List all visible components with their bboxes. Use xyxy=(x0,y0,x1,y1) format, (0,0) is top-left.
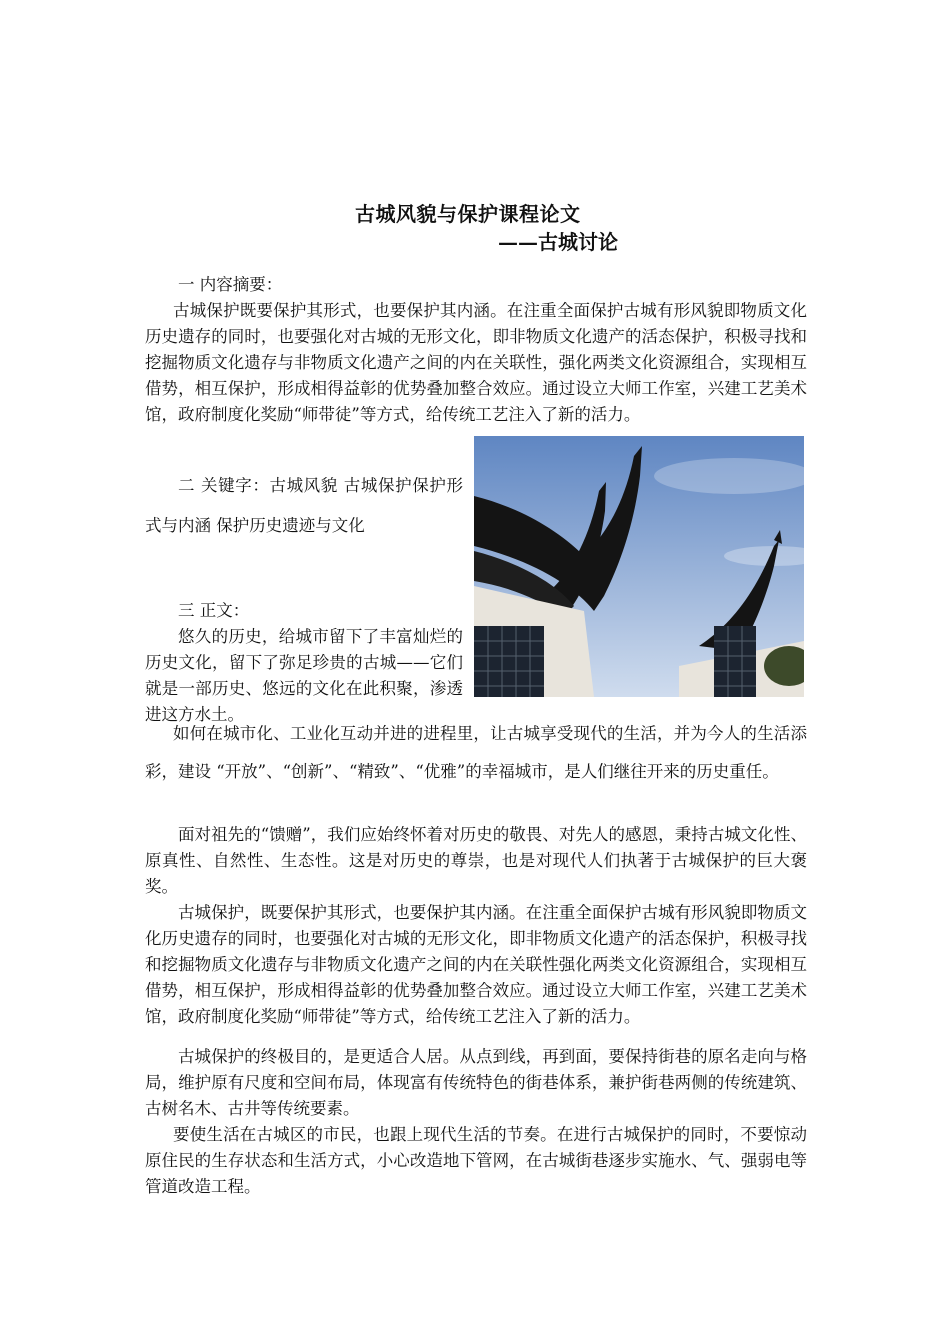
paragraph-6: 要使生活在古城区的市民，也跟上现代生活的节奏。在进行古城保护的同时，不要惊动原住民的生存状态和生活方式，小心改造地下管网，在古城街巷逐步实施水、气、强弱电等管道改造工程。 xyxy=(145,1125,807,1196)
ancient-roof-photo xyxy=(474,436,804,697)
paragraph-1: 悠久的历史，给城市留下了丰富灿烂的历史文化，留下了弥足珍贵的古城——它们就是一部历史、悠远的文化在此积聚，渗透进这方水土。 xyxy=(145,627,463,724)
paragraph-3: 面对祖先的“馈赠”，我们应始终怀着对历史的敬畏、对先人的感恩，秉持古城文化性、原真性、自然性、生态性。这是对历史的尊崇，也是对现代人们执著于古城保护的巨大褒奖。 xyxy=(145,825,807,896)
doc-title: 古城风貌与保护课程论文 xyxy=(355,202,581,226)
abstract-heading: 一 内容摘要： xyxy=(178,275,283,294)
paragraph-4: 古城保护，既要保护其形式，也要保护其内涵。在注重全面保护古城有形风貌即物质文化历史遗存的同时，也要强化对古城的无形文化，即非物质文化遗产的活态保护，积极寻找和挖掘物质文化遗存与非物质文化遗产之间的内在关联性强化两类文化资源组合，实现相互借势，相互保护，形成相得益彰的优势叠加整合效应。通过设立大师工作室，兴建工艺美术馆，政府制度化奖励“师带徒”等方式，给传统工艺注入了新的活力。 xyxy=(145,903,807,1026)
keywords: 二 关键字：古城风貌 古城保护保护形式与内涵 保护历史遗迹与文化 xyxy=(145,476,463,535)
abstract-body: 古城保护既要保护其形式，也要保护其内涵。在注重全面保护古城有形风貌即物质文化历史遗存的同时，也要强化对古城的无形文化，即非物质文化遗产的活态保护，积极寻找和挖掘物质文化遗存与非物质文化遗产之间的内在关联性，强化两类文化资源组合，实现相互借势，相互保护，形成相得益彰的优势叠加整合效应。通过设立大师工作室，兴建工艺美术馆，政府制度化奖励“师带徒”等方式，给传统工艺注入了新的活力。 xyxy=(145,301,807,424)
paragraph-5: 古城保护的终极目的，是更适合人居。从点到线，再到面，要保持街巷的原名走向与格局，维护原有尺度和空间布局，体现富有传统特色的街巷体系，兼护街巷两侧的传统建筑、古树名木、古井等传统要素。 xyxy=(145,1047,807,1118)
doc-subtitle: ——古城讨论 xyxy=(498,230,618,254)
paragraph-2: 如何在城市化、工业化互动并进的进程里，让古城享受现代的生活，并为今人的生活添彩，建设 “开放”、“创新”、“精致”、“优雅”的幸福城市，是人们继往开来的历史重任。 xyxy=(145,724,807,781)
body-heading: 三 正文： xyxy=(178,601,250,620)
